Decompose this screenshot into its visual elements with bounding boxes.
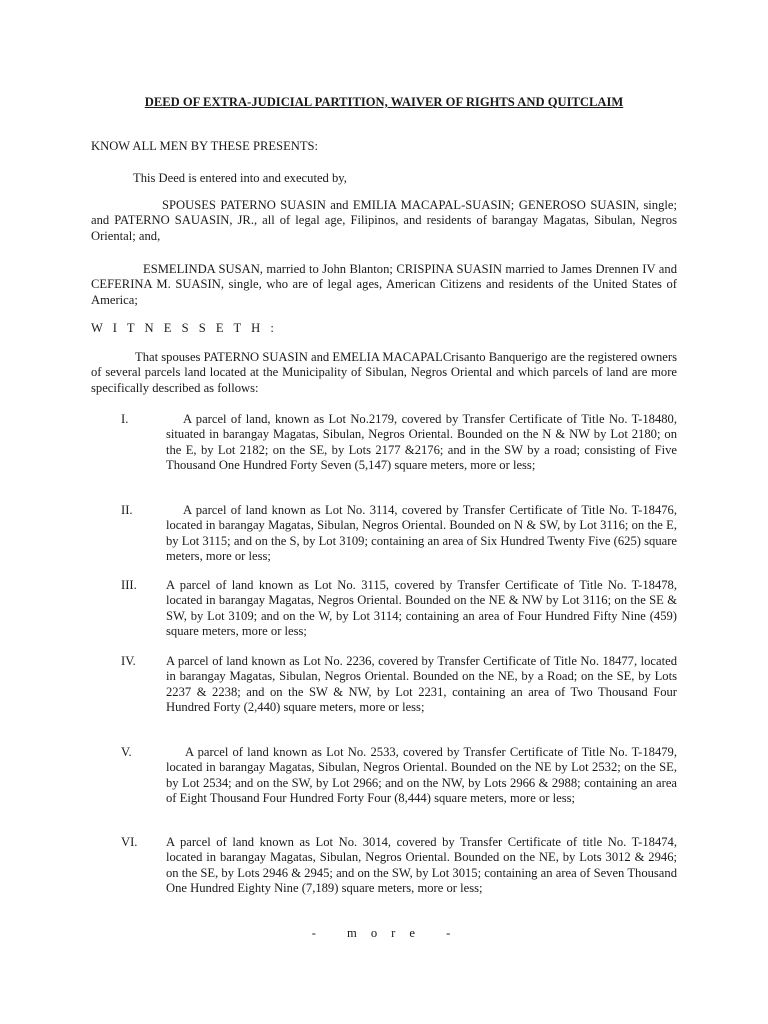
entered-line: This Deed is entered into and executed by, [133,171,347,185]
parcel-number: IV. [121,654,136,668]
parcel-number: VI. [121,835,138,849]
parcel-text: A parcel of land known as Lot No. 3114, covered by Transfer Certificate of Title No. T-18476, located in barangay Magatas, Sibulan, Negros Oriental. Bounded on N & SW, by Lot 3116; on the E, by Lot 3115; and on the S, by Lot 3109; containing an area of Six Hundred Twenty Five (625) square meters, more or less; [166,503,677,563]
deed-title: DEED OF EXTRA-JUDICIAL PARTITION, WAIVER OF RIGHTS AND QUITCLAIM [144,95,624,109]
party-paragraph-1: SPOUSES PATERNO SUASIN and EMILIA MACAPAL-SUASIN; GENEROSO SUASIN, single; and PATERNO SAUASIN, JR., all of legal age, Filipinos, and residents of barangay Magatas, Sibulan, Negros Oriental; and, [91,198,677,243]
parcel-number: II. [121,503,133,517]
parcel-text: A parcel of land known as Lot No. 3115, covered by Transfer Certificate of Title No. T-18478, located in barangay Magatas, Negros Oriental. Bounded on the NE & NW by Lot 3116; on the SE & SW, by Lot 3109; and on the W, by Lot 3114; containing an area of Four Hundred Fifty Nine (459) square meters, more or less; [166,578,677,638]
recital-paragraph: That spouses PATERNO SUASIN and EMELIA MACAPALCrisanto Banquerigo are the registered owners of several parcels land located at the Municipality of Sibulan, Negros Oriental and which parcels of land are more specifically described as follows: [91,350,677,395]
parcel-number: III. [121,578,137,592]
parcel-text: A parcel of land, known as Lot No.2179, covered by Transfer Certificate of Title No. T-18480, situated in barangay Magatas, Sibulan, Negros Oriental. Bounded on the N & NW by Lot 2180; on the E, by Lot 2182; on the SE, by Lots 2177 &2176; and in the SW by a road; consisting of Five Thousand One Hundred Forty Seven (5,147) square meters, more or less; [166,412,677,472]
party-paragraph-2: ESMELINDA SUSAN, married to John Blanton; CRISPINA SUASIN married to James Drennen IV and CEFERINA M. SUASIN, single, who are of legal ages, American Citizens and residents of the United States of America; [91,262,677,307]
parcel-text: A parcel of land known as Lot No. 2533, covered by Transfer Certificate of Title No. T-18479, located in barangay Magatas, Sibulan, Negros Oriental. Bounded on the NE by Lot 2532; on the SE, by Lot 2534; and on the SW, by Lot 2966; and on the NW, by Lots 2966 & 2988; containing an area of Eight Thousand Four Hundred Forty Four (8,444) square meters, more or less; [166,745,677,805]
intro-line: KNOW ALL MEN BY THESE PRESENTS: [91,139,319,153]
parcel-number: V. [121,745,132,759]
parcel-text: A parcel of land known as Lot No. 2236, covered by Transfer Certificate of Title No. 18477, located in barangay Magatas, Sibulan, Negros Oriental. Bounded on the NE, by a Road; on the SE, by Lots 2237 & 2238; and on the SW & NW, by Lot 2231, containing an area of Two Thousand Four Hundred Forty (2,440) square meters, more or less; [166,654,677,714]
parcel-text: A parcel of land known as Lot No. 3014, covered by Transfer Certificate of title No. T-18474, located in barangay Magatas, Sibulan, Negros Oriental. Bounded on the NE, by Lots 3012 & 2946; on the SE, by Lots 2946 & 2945; and on the SW, by Lot 3015; containing an area of Seven Thousand One Hundred Eighty Nine (7,189) square meters, more or less; [166,835,677,895]
parcel-number: I. [121,412,129,426]
witnesseth-heading: W I T N E S S E T H : [91,321,278,335]
continuation-marker: - more - [311,926,465,940]
